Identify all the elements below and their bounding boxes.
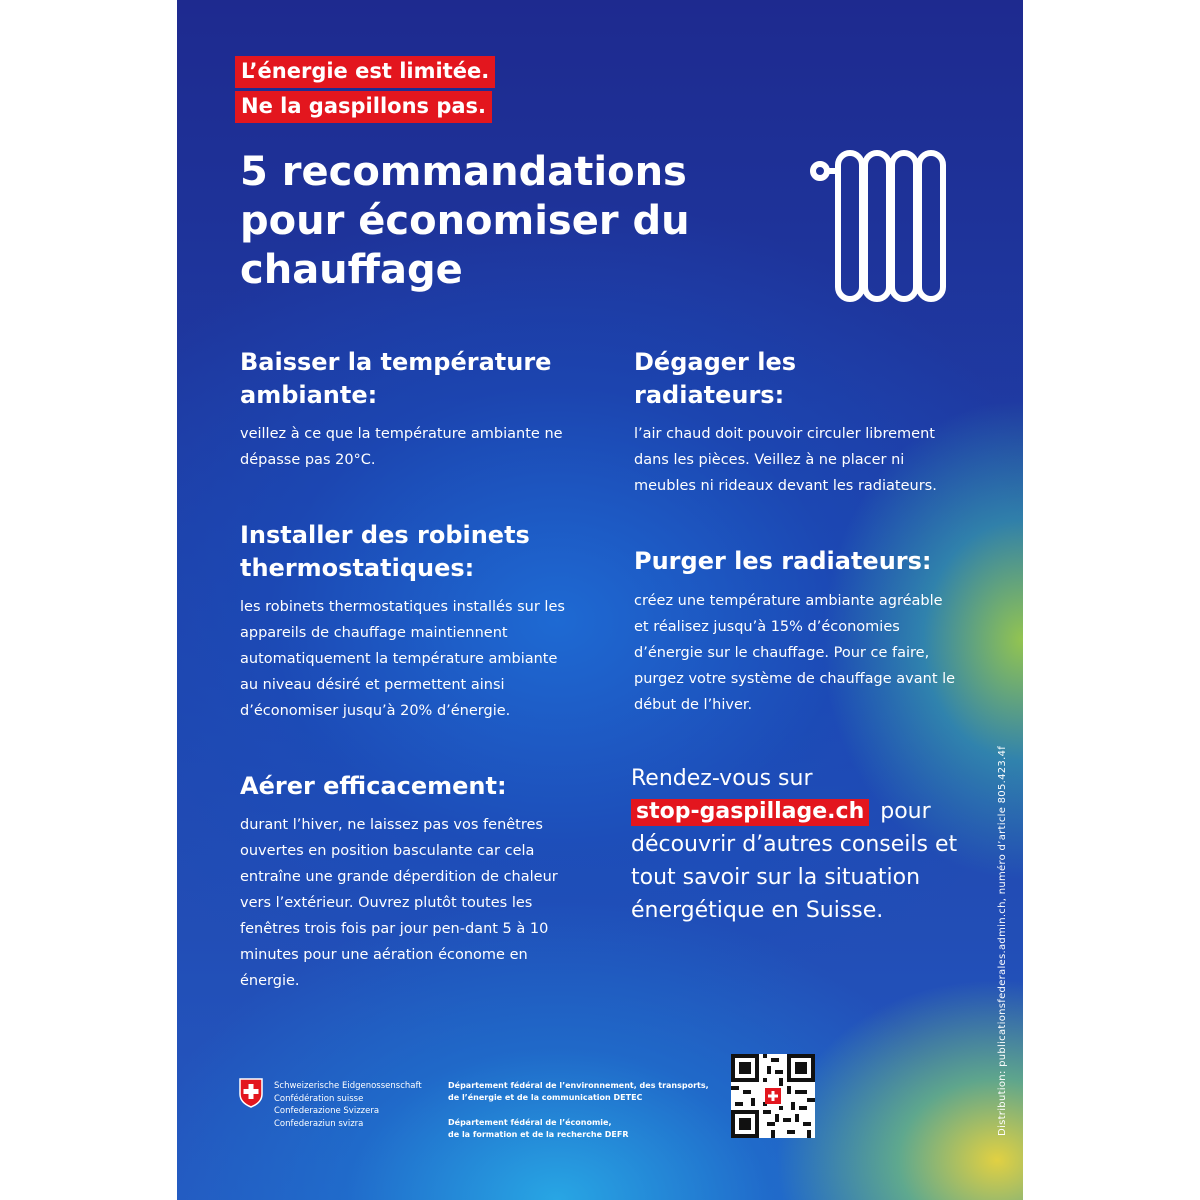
- poster: [177, 0, 1023, 1200]
- tagline-dont-waste: Ne la gaspillons pas.: [235, 91, 492, 123]
- department-detec: [448, 1080, 709, 1104]
- distribution-note: Distribution: publicationsfederales.admin.ch, numéro d’article 805.423.4f: [997, 745, 1008, 1136]
- department-defr: [448, 1117, 629, 1141]
- qr-code[interactable]: [731, 1054, 815, 1138]
- federal-org-names: [274, 1080, 422, 1130]
- tip-body-lower-temperature: veillez à ce que la température ambiante ne dépasse pas 20°C.: [240, 426, 563, 468]
- tip-heading-ventilate: Aérer efficacement:: [240, 772, 507, 800]
- tip-body-bleed-radiators: créez une température ambiante agréable et réalisez jusqu’à 15% d’économies d’énergie sur le chauffage. Pour ce faire, purgez votre système de chauffage avant le début de l’hiver.: [634, 593, 956, 713]
- tip-heading-clear-radiators: Dégager les radiateurs:: [634, 348, 797, 409]
- tip-body-clear-radiators: l’air chaud doit pouvoir circuler librement dans les pièces. Veillez à ne placer ni meubles ni rideaux devant les radiateurs.: [634, 426, 937, 494]
- tip-body-ventilate: durant l’hiver, ne laissez pas vos fenêtres ouvertes en position basculante car cela entraîne une grande déperdition de chaleur vers l’extérieur. Ouvrez plutôt toutes les fenêtres trois fois par jour pen-dant 5 à 10 minutes pour une aération économe en énergie.: [240, 817, 558, 989]
- tip-heading-thermostatic-valves: Installer des robinets thermostatiques:: [240, 521, 530, 582]
- tip-heading-bleed-radiators: Purger les radiateurs:: [634, 547, 932, 575]
- website-link[interactable]: stop-gaspillage.ch: [631, 799, 869, 826]
- detec-line-1: Département fédéral de l’environnement, des transports,: [448, 1081, 709, 1090]
- cta-intro: Rendez-vous sur: [631, 766, 813, 791]
- defr-line-2: de la formation et de la recherche DEFR: [448, 1130, 629, 1139]
- radiator-icon: [810, 148, 962, 304]
- detec-line-2: de l’énergie et de la communication DETEC: [448, 1093, 643, 1102]
- tagline-energy-limited: L’énergie est limitée.: [235, 56, 495, 88]
- org-name-rm: Confederaziun svizra: [274, 1118, 364, 1129]
- page-title: 5 recommandations pour économiser du chauffage: [240, 149, 690, 293]
- defr-line-1: Département fédéral de l’économie,: [448, 1118, 612, 1127]
- swiss-cross-icon: [239, 1078, 263, 1108]
- tip-body-thermostatic-valves: les robinets thermostatiques installés sur les appareils de chauffage maintiennent automatiquement la température ambiante au niveau désiré et permettent ainsi d’économiser jusqu’à 20% d’énergie.: [240, 599, 565, 719]
- tip-heading-lower-temperature: Baisser la température ambiante:: [240, 348, 552, 409]
- org-name-fr: Confédération suisse: [274, 1093, 364, 1104]
- org-name-de: Schweizerische Eidgenossenschaft: [274, 1081, 422, 1091]
- cta-outro: pour découvrir d’autres conseils et tout savoir sur la situation énergétique en Suisse.: [631, 799, 958, 923]
- call-to-action: [631, 762, 971, 927]
- org-name-it: Confederazione Svizzera: [274, 1106, 380, 1116]
